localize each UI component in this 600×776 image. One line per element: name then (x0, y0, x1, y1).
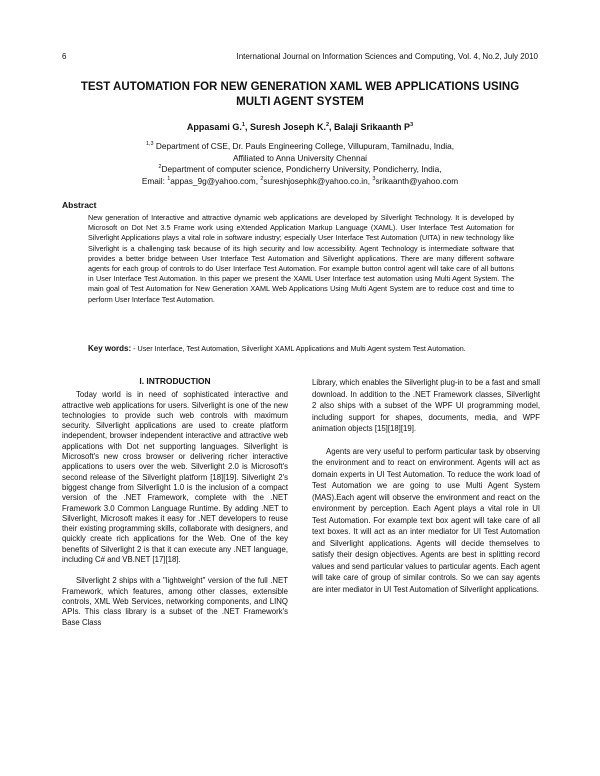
author-list (60, 122, 540, 132)
email-line (60, 176, 540, 188)
affiliation-line-3 (60, 164, 540, 176)
email-3-mark: 3 (372, 175, 376, 182)
affiliation-2-text: Department of computer science, Pondicherry University, Pondicherry, India, (161, 164, 442, 174)
affiliation-line-2: Affiliated to Anna University Chennai (232, 152, 368, 163)
title-line-2: MULTI AGENT SYSTEM (236, 96, 364, 108)
email-label: Email: (141, 175, 168, 186)
email-3[interactable]: srikaanth@yahoo.com (375, 175, 459, 186)
intro-paragraph-2: Silverlight 2 ships with a "lightweight" version of the full .NET Framework, which features, among other classes, extensible controls, XML Web Services, networking components, and LINQ APIs. This class library is a subset of the .NET Framework's Base Class (62, 576, 288, 627)
author-2: , Suresh Joseph K. (244, 122, 326, 132)
email-1[interactable]: appas_9g@yahoo.com, (170, 175, 261, 186)
right-column (312, 377, 540, 595)
section-heading-introduction: I. INTRODUCTION (139, 376, 211, 386)
title-line-1: TEST AUTOMATION FOR NEW GENERATION XAML WEB APPLICATIONS USING (80, 81, 520, 93)
author-3-mark: 3 (410, 122, 414, 128)
intro-paragraph-4: Agents are very useful to perform particular task by observing the environment and to react on environment. Agents will act as domain experts in UI Test Automation. To reduce the work load of Test Automation we are going to use Multi Agent System (MAS).Each agent will observe the environment and react on the environment by perception. Each Agent plays a vital role in UI Test Automation. For example text box agent will take care of all text boxes. It will act as an inter mediator for UI Test Automation and Silverlight applications. Agents will decide themselves to satisfy their design objectives. Agents are best in splitting record values and send particular values to particular agents. Each agent will take care of group of similar controls. So we can say agents are inter mediator in UI Test Automation of Silverlight applications. (312, 446, 540, 594)
email-2[interactable]: sureshjosephk@yahoo.co.in, (263, 175, 373, 186)
paper-title (60, 80, 540, 110)
intro-paragraph-3: Library, which enables the Silverlight plug-in to be a fast and small download. In addition to the .NET Framework classes, Silverlight 2 also ships with a subset of the WPF UI programming model, including support for shapes, documents, media, and WPF animation objects [15][18][19]. (312, 378, 540, 433)
keywords-label: Key words: (88, 344, 132, 353)
author-1: Appasami G. (186, 122, 242, 132)
affiliation-2-mark: 2 (158, 164, 162, 171)
journal-name: International Journal on Information Sciences and Computing, Vol. 4, No.2, July 2010 (236, 52, 538, 61)
email-2-mark: 2 (260, 175, 264, 182)
left-column (62, 376, 288, 628)
affiliations (60, 141, 540, 187)
affiliation-1-mark: 1,3 (145, 141, 154, 148)
abstract-heading: Abstract (62, 200, 97, 210)
author-1-mark: 1 (241, 122, 245, 128)
email-1-mark: 1 (167, 175, 171, 182)
affiliation-1-text: Department of CSE, Dr. Pauls Engineering College, Villupuram, Tamilnadu, India, (153, 141, 455, 151)
author-2-mark: 2 (325, 122, 330, 128)
page-number: 6 (62, 52, 67, 61)
intro-paragraph-1: Today world is in need of sophisticated interactive and attractive web applications for users. Silverlight is one of the new technologies to provide such web controls with maximum security. Silverlight applications are used to create platform independent, browser independent interactive and attractive web applications with Dot net supporting languages. Silverlight is Microsoft's new cross browser or delivering richer interactive applications to users over the web. Silverlight 2.0 is Microsoft's second release of the Silverlight platform [18][19]. Silverlight 2's biggest change from Silverlight 1.0 is the inclusion of a compact version of the .NET Framework, complete with the .NET Framework 3.0 Common Language Runtime. By adding .NET to Silverlight, Microsoft makes it easy for .NET developers to reuse their existing programming skills, collaborate with designers, and quickly create rich applications for the Web. One of the key benefits of Silverlight 2 is that it can execute any .NET language, including C# and VB.NET [17][18]. (62, 390, 288, 565)
keywords-text: - User Interface, Test Automation, Silverlight XAML Applications and Multi Agent system Test Automation. (131, 344, 466, 353)
abstract-text: New generation of Interactive and attractive dynamic web applications are developed by Silverlight Technology. It is developed by Microsoft on Dot Net 3.5 Frame work using eXtended Application Markup Language (XAML). User Interface Test Automation for Silverlight Applications plays a vital role in software industry; especially User Interface Test Automation (UITA) in new technology like Silverlight is a challenging task because of its high security and low accessibility. Agent Technology is intermediate software that provides a better bridge between User Interface Test Automation and Silverlight applications. There are many different software agents for each group of controls to do User Interface Test Automation. For example button control agent will take care of all buttons in User Interface Test Automation. In this paper we present the XAML User Interface test automation using Multi Agent System. The main goal of Test Automation for New Generation XAML Web Applications Using Multi Agent System are to reduce cost and time to perform User Interface Test Automation. (88, 213, 514, 304)
affiliation-line-1 (60, 141, 540, 153)
author-3: , Balaji Srikaanth P (329, 122, 411, 132)
keywords (88, 344, 514, 354)
